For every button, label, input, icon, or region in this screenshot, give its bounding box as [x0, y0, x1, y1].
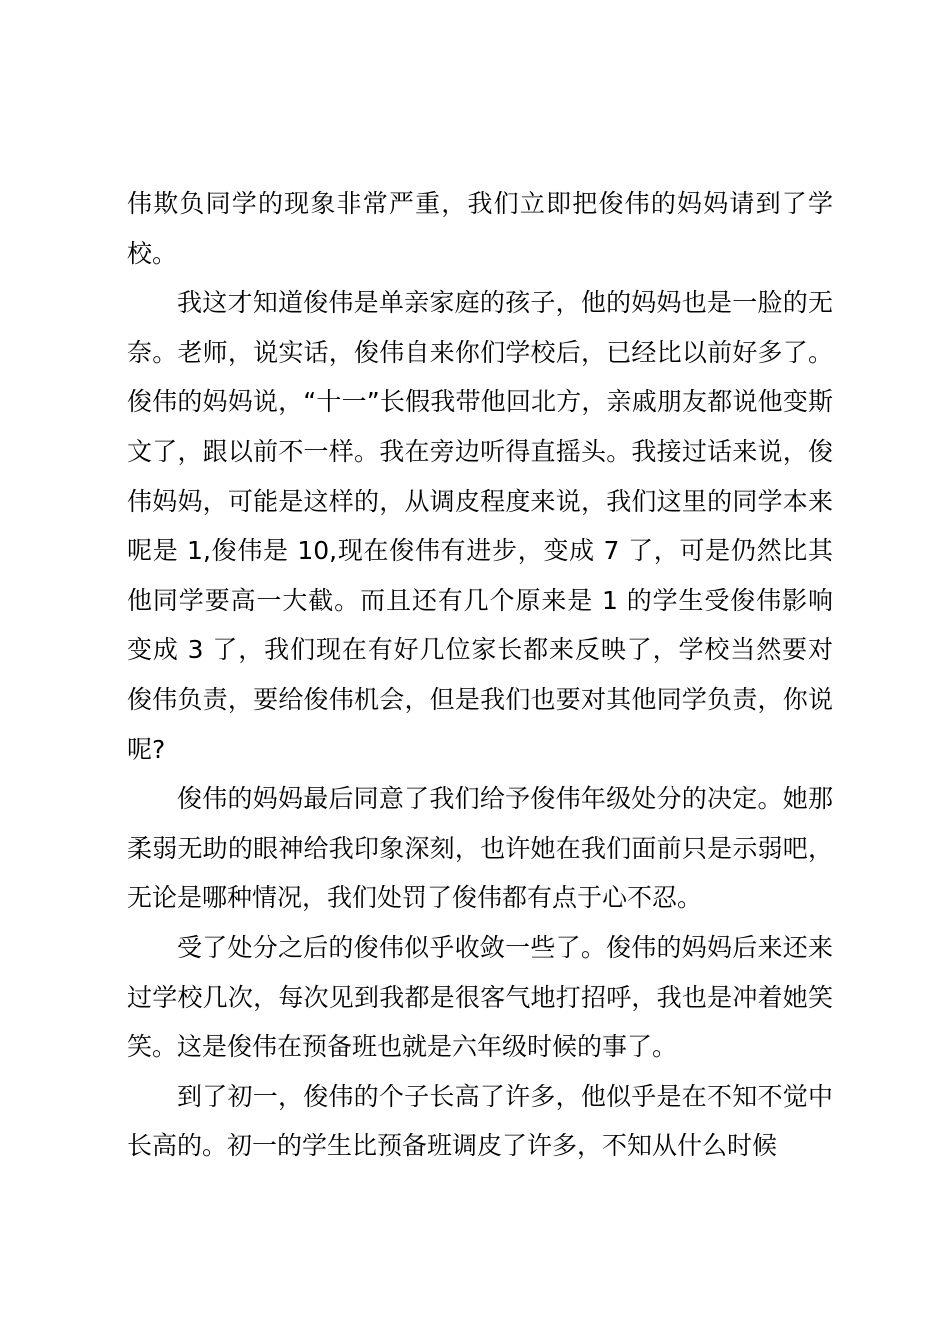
paragraph-2: 我这才知道俊伟是单亲家庭的孩子，他的妈妈也是一脸的无奈。老师，说实话，俊伟自来你们学校后，已经比以前好多了。俊伟的妈妈说，“十一”长假我带他回北方，亲戚朋友都说他变斯文了，跟以前不一样。我在旁边听得直摇头。我接过话来说，俊伟妈妈，可能是这样的，从调皮程度来说，我们这里的同学本来呢是 1,俊伟是 10,现在俊伟有进步，变成 7 了，可是仍然比其他同学要高一大截。而且还有几个原来是 1 的学生受俊伟影响变成 3 了，我们现在有好几位家长都来反映了，学校当然要对俊伟负责，要给俊伟机会，但是我们也要对其他同学负责，你说呢? [127, 288, 833, 764]
paragraph-4: 受了处分之后的俊伟似乎收敛一些了。俊伟的妈妈后来还来过学校几次，每次见到我都是很客气地打招呼，我也是冲着她笑笑。这是俊伟在预备班也就是六年级时候的事了。 [127, 932, 833, 1062]
paragraph-1: 伟欺负同学的现象非常严重，我们立即把俊伟的妈妈请到了学校。 [127, 189, 833, 268]
paragraph-5: 到了初一，俊伟的个子长高了许多，他似乎是在不知不觉中长高的。初一的学生比预备班调皮了许多，不知从什么时候 [127, 1081, 833, 1161]
document-body [127, 179, 833, 1171]
paragraph-3: 俊伟的妈妈最后同意了我们给予俊伟年级处分的决定。她那柔弱无助的眼神给我印象深刻，也许她在我们面前只是示弱吧，无论是哪种情况，我们处罚了俊伟都有点于心不忍。 [127, 784, 833, 913]
